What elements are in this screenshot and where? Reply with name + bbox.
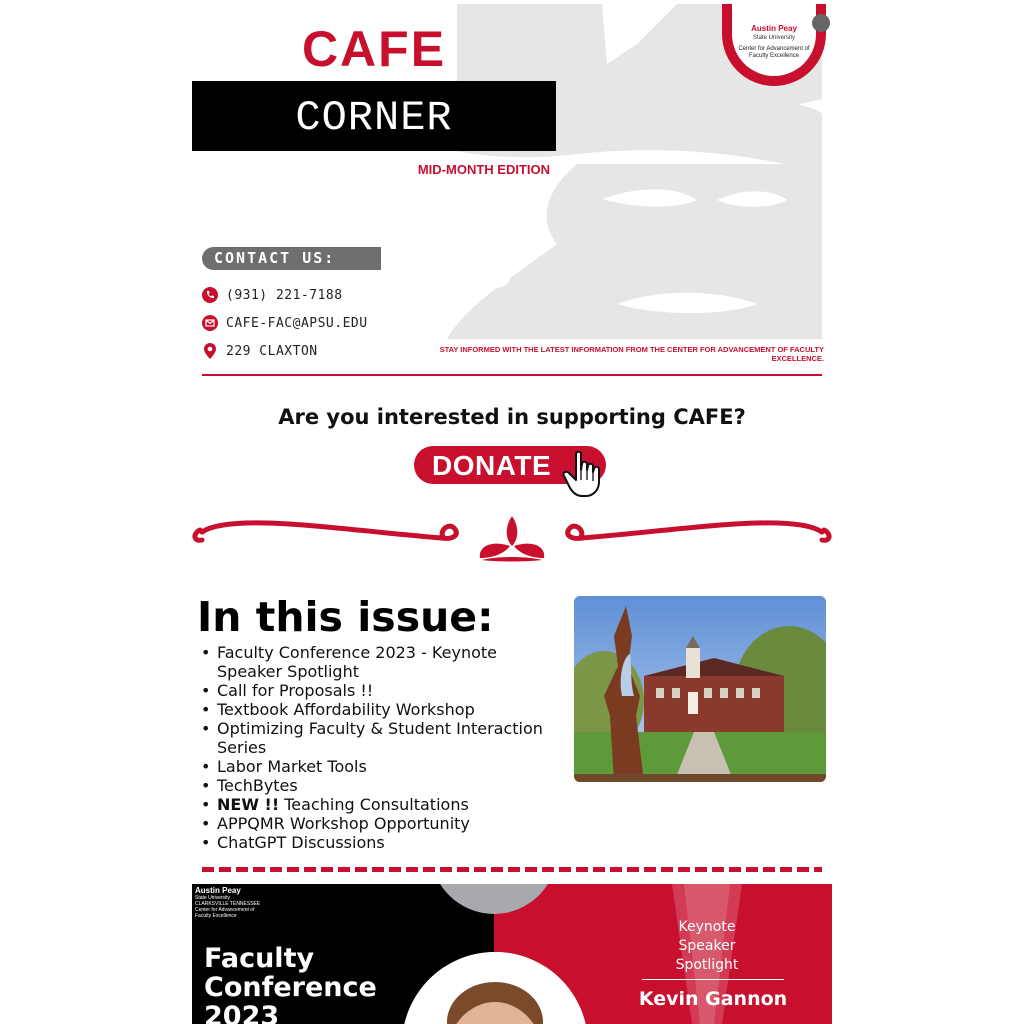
list-item[interactable]: • APPQMR Workshop Opportunity xyxy=(197,814,567,833)
banner-logo-city: CLARKSVILLE TENNESSEE xyxy=(195,901,261,907)
section-divider xyxy=(202,867,822,872)
banner-logo xyxy=(195,886,265,919)
list-item[interactable]: • ChatGPT Discussions xyxy=(197,833,567,852)
list-item[interactable]: • Call for Proposals !! xyxy=(197,681,567,700)
conference-title-line2: Conference xyxy=(204,972,377,1003)
title-banner xyxy=(192,81,556,151)
contact-phone[interactable] xyxy=(202,284,343,306)
conference-title xyxy=(204,944,404,1024)
logo-university: State University xyxy=(752,35,795,41)
newsletter-title: CAFE xyxy=(301,21,447,77)
newsletter xyxy=(192,0,832,1024)
location-pin-icon xyxy=(202,343,218,359)
keynote-line1: Keynote xyxy=(678,919,736,935)
keynote-banner xyxy=(192,884,832,1024)
banner-logo-univ: State University xyxy=(195,895,231,901)
newsletter-subtitle: CORNER xyxy=(295,94,453,142)
pointer-hand-icon xyxy=(562,450,614,500)
keynote-line2: Speaker xyxy=(678,938,736,954)
keynote-line3: Spotlight xyxy=(675,957,739,973)
contact-label: CONTACT US: xyxy=(214,249,336,267)
logo-mark: Austin Peay xyxy=(751,24,797,33)
conference-title-line1: Faculty xyxy=(204,943,315,974)
header-divider xyxy=(202,374,822,376)
phone-number: (931) 221-7188 xyxy=(226,287,343,303)
list-item[interactable]: • Labor Market Tools xyxy=(197,757,567,776)
keynote-label xyxy=(642,918,772,975)
speaker-name: Kevin Gannon xyxy=(638,988,788,1010)
contact-email[interactable] xyxy=(202,312,368,334)
list-item[interactable]: • Optimizing Faculty & Student Interaction Series xyxy=(197,719,567,757)
email-address: CAFE-FAC@APSU.EDU xyxy=(226,315,368,331)
support-question: Are you interested in supporting CAFE? xyxy=(278,405,746,429)
contact-office xyxy=(202,340,318,362)
newsletter-header xyxy=(192,4,832,376)
keynote-rule xyxy=(642,979,784,980)
list-item-label: Teaching Consultations xyxy=(284,795,469,814)
new-badge: NEW !! xyxy=(217,795,280,814)
list-item[interactable] xyxy=(197,795,567,814)
email-icon xyxy=(202,315,218,331)
conference-title-line3: 2023 xyxy=(204,1001,280,1024)
issue-list xyxy=(197,643,567,852)
list-item[interactable]: • TechBytes xyxy=(197,776,567,795)
list-item[interactable]: • Faculty Conference 2023 - Keynote Speaker Spotlight xyxy=(197,643,567,681)
logo-inner xyxy=(732,4,816,76)
donate-button-label: DONATE xyxy=(432,450,552,481)
edition-label: MID-MONTH EDITION xyxy=(417,162,550,177)
campus-photo xyxy=(574,596,826,782)
issue-heading: In this issue: xyxy=(197,593,494,641)
banner-logo-mark: Austin Peay xyxy=(195,886,241,895)
banner-logo-center: Center for Advancement of Faculty Excellence xyxy=(195,907,255,919)
logo-center: Center for Advancement of Faculty Excellence xyxy=(738,46,810,59)
header-tagline: STAY INFORMED WITH THE LATEST INFORMATION FROM THE CENTER FOR ADVANCEMENT OF FACULTY EXCELLENCE. xyxy=(439,345,824,363)
office-location: 229 CLAXTON xyxy=(226,343,318,359)
phone-icon xyxy=(202,287,218,303)
list-item[interactable]: • Textbook Affordability Workshop xyxy=(197,700,567,719)
ornamental-divider-icon xyxy=(192,510,832,564)
contact-heading xyxy=(202,247,381,270)
decorative-dot-icon xyxy=(812,14,830,32)
